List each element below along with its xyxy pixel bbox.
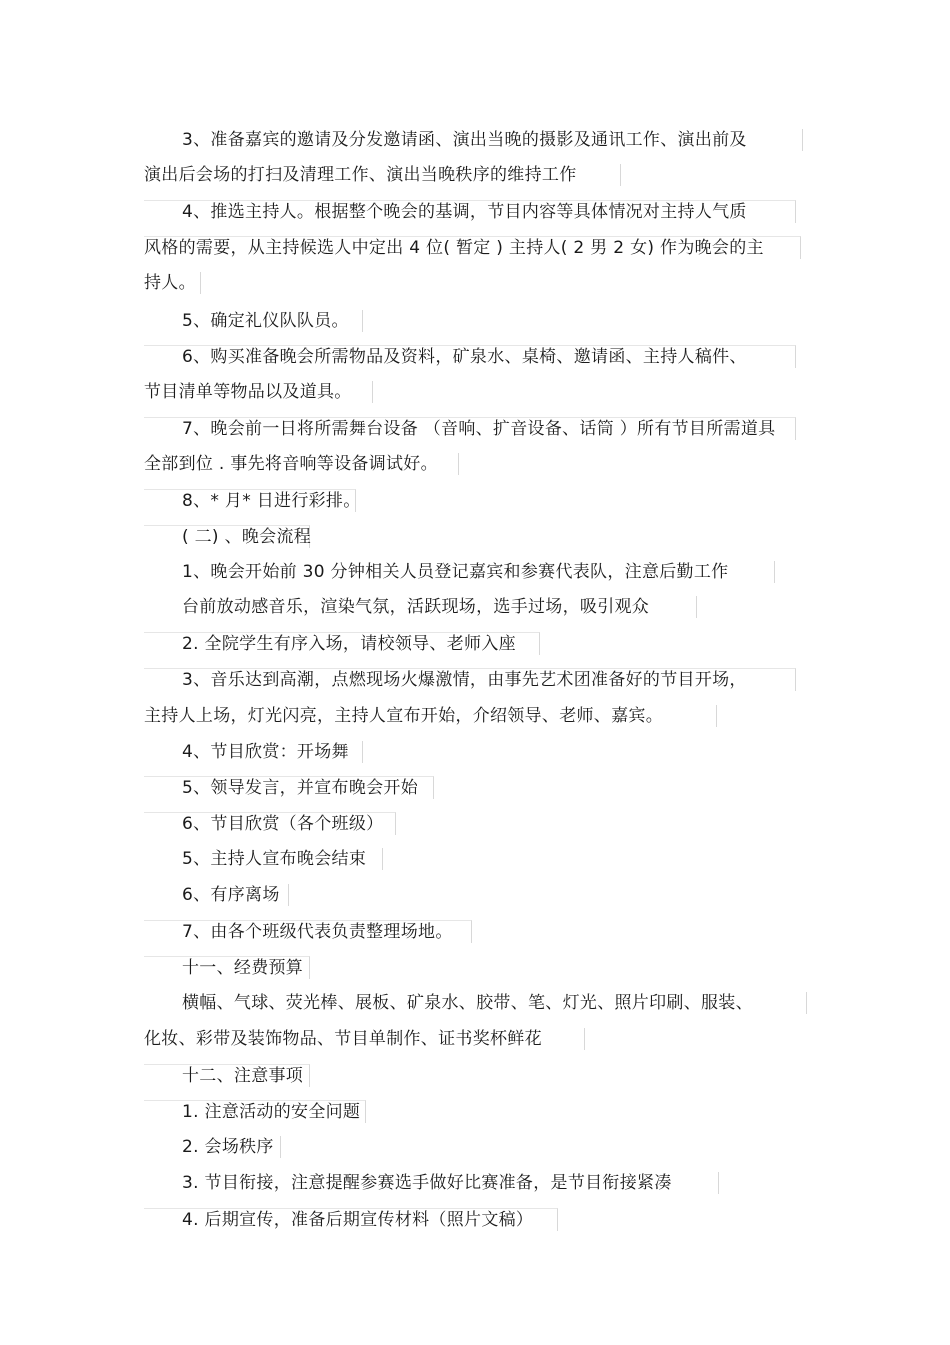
text-line: 2. 全院学生有序入场，请校领导、老师入座 <box>144 632 540 655</box>
text-line: 节目清单等物品以及道具。 <box>144 381 373 403</box>
text-line: 4、节目欣赏：开场舞 <box>182 741 363 763</box>
text-line: 5、确定礼仪队队员。 <box>182 310 363 332</box>
text-line: 7、由各个班级代表负责整理场地。 <box>144 920 472 943</box>
text-line: 十二、注意事项 <box>144 1064 310 1087</box>
text-line: 3. 节目衔接，注意提醒参赛选手做好比赛准备，是节目衔接紧凑 <box>182 1172 719 1194</box>
text-line: 演出后会场的打扫及清理工作、演出当晚秩序的维持工作 <box>144 164 621 186</box>
text-line: 3、准备嘉宾的邀请及分发邀请函、演出当晚的摄影及通讯工作、演出前及 <box>182 129 803 151</box>
text-line: 台前放动感音乐，渲染气氛，活跃现场，选手过场，吸引观众 <box>182 596 697 618</box>
text-line: 4、推选主持人。根据整个晚会的基调，节目内容等具体情况对主持人气质 <box>144 200 796 223</box>
text-line: 6、购买准备晚会所需物品及资料，矿泉水、桌椅、邀请函、主持人稿件、 <box>144 345 796 368</box>
text-line: 3、音乐达到高潮，点燃现场火爆激情，由事先艺术团准备好的节目开场， <box>144 668 796 691</box>
text-line: 化妆、彩带及装饰物品、节目单制作、证书奖杯鲜花 <box>144 1028 585 1050</box>
text-line: 风格的需要，从主持候选人中定出 4 位( 暂定 ) 主持人( 2 男 2 女) 作为晚会的主 <box>144 236 801 259</box>
text-line: 7、晚会前一日将所需舞台设备 （音响、扩音设备、话筒 ）所有节目所需道具 <box>144 417 796 440</box>
text-line: 主持人上场，灯光闪亮，主持人宣布开始，介绍领导、老师、嘉宾。 <box>144 705 717 727</box>
text-line: 4. 后期宣传，准备后期宣传材料（照片文稿） <box>144 1208 558 1231</box>
text-line: 6、有序离场 <box>182 884 289 906</box>
text-line: 1、晚会开始前 30 分钟相关人员登记嘉宾和参赛代表队，注意后勤工作 <box>182 561 775 583</box>
text-line: 8、* 月* 日进行彩排。 <box>144 489 356 512</box>
text-line: 2. 会场秩序 <box>182 1136 281 1158</box>
text-line: 全部到位 . 事先将音响等设备调试好。 <box>144 453 459 475</box>
text-line: 持人。 <box>144 272 201 294</box>
text-line: 5、领导发言，并宣布晚会开始 <box>144 776 434 799</box>
text-line: 横幅、气球、荧光棒、展板、矿泉水、胶带、笔、灯光、照片印刷、服装、 <box>182 992 807 1014</box>
text-line: 十一、经费预算 <box>144 956 310 979</box>
text-line: 6、节目欣赏（各个班级） <box>144 812 396 835</box>
text-line: 5、主持人宣布晚会结束 <box>182 848 383 870</box>
text-line: ( 二) 、晚会流程 <box>144 525 310 548</box>
text-line: 1. 注意活动的安全问题 <box>144 1100 366 1123</box>
